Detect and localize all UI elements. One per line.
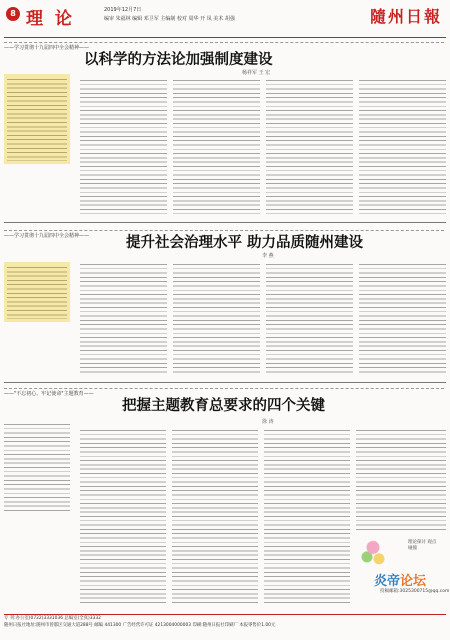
article-3-headline[interactable]: 把握主题教育总要求的四个关键 [122, 397, 325, 414]
article-3-byline: 徐 涛 [262, 419, 274, 425]
dateline: 2019年12月7日 [104, 7, 142, 13]
promo-title [374, 570, 426, 589]
page-number: 8 [6, 7, 20, 21]
editors-line: 编审 朱福林 编辑 邓卫军 主编制 校对 周华 开 凤 美术 胡强 [104, 16, 235, 22]
article-1-sidebar [4, 40, 90, 218]
lead-summary-box [4, 262, 70, 322]
section-title: 理 论 [26, 9, 75, 29]
column-tag: ——学习贯彻十九届四中全会精神—— [4, 45, 90, 51]
section-divider [4, 222, 446, 223]
footer [4, 614, 446, 636]
article-1 [4, 40, 446, 218]
article-2-body [80, 262, 446, 374]
section-divider [4, 382, 446, 383]
article-3-body [80, 428, 350, 606]
article-2-headline[interactable]: 提升社会治理水平 助力品质随州建设 [126, 234, 364, 251]
promo-email[interactable]: 投稿邮箱:3025300715@qq.com [380, 589, 450, 594]
column-tag: ——学习贯彻十九届四中全会精神—— [4, 233, 90, 239]
article-1-headline[interactable]: 以科学的方法论加强制度建设 [84, 51, 273, 68]
promo-title-b: 论坛 [400, 574, 427, 589]
masthead [4, 4, 446, 38]
article-2-sidebar [4, 228, 90, 378]
column-tag: ——"不忘初心、牢记使命"主题教育—— [4, 391, 94, 397]
article-2-byline: 李 燕 [262, 253, 274, 259]
column-rule [4, 388, 444, 389]
lead-summary-text [4, 422, 70, 512]
article-3-body-right [356, 428, 446, 530]
article-3-sidebar [4, 386, 94, 610]
footer-line-1: 专 刊:办公室(0722)3331036 总编室(全真)3332 [4, 616, 101, 621]
promo-title-a: 炎帝 [374, 574, 401, 589]
article-1-body [80, 78, 446, 214]
promo-subtitle: 理论探讨 观点碰撞 [408, 540, 437, 551]
flower-illustration-icon [358, 536, 388, 574]
footer-line-2: 随州日报社地址:随州市曾都区交通大道288号 邮编 441300 广告经营许可证 4213004000003 印刷:随州日报社印刷厂 本报零售价1.00元 [4, 623, 276, 628]
article-1-byline: 杨祥军 王 宏 [242, 70, 271, 76]
lead-summary-box [4, 74, 70, 164]
column-rule [4, 42, 444, 43]
newspaper-logo: 隨州日報 [369, 7, 442, 26]
forum-promo[interactable] [356, 534, 450, 608]
article-2 [4, 228, 446, 378]
